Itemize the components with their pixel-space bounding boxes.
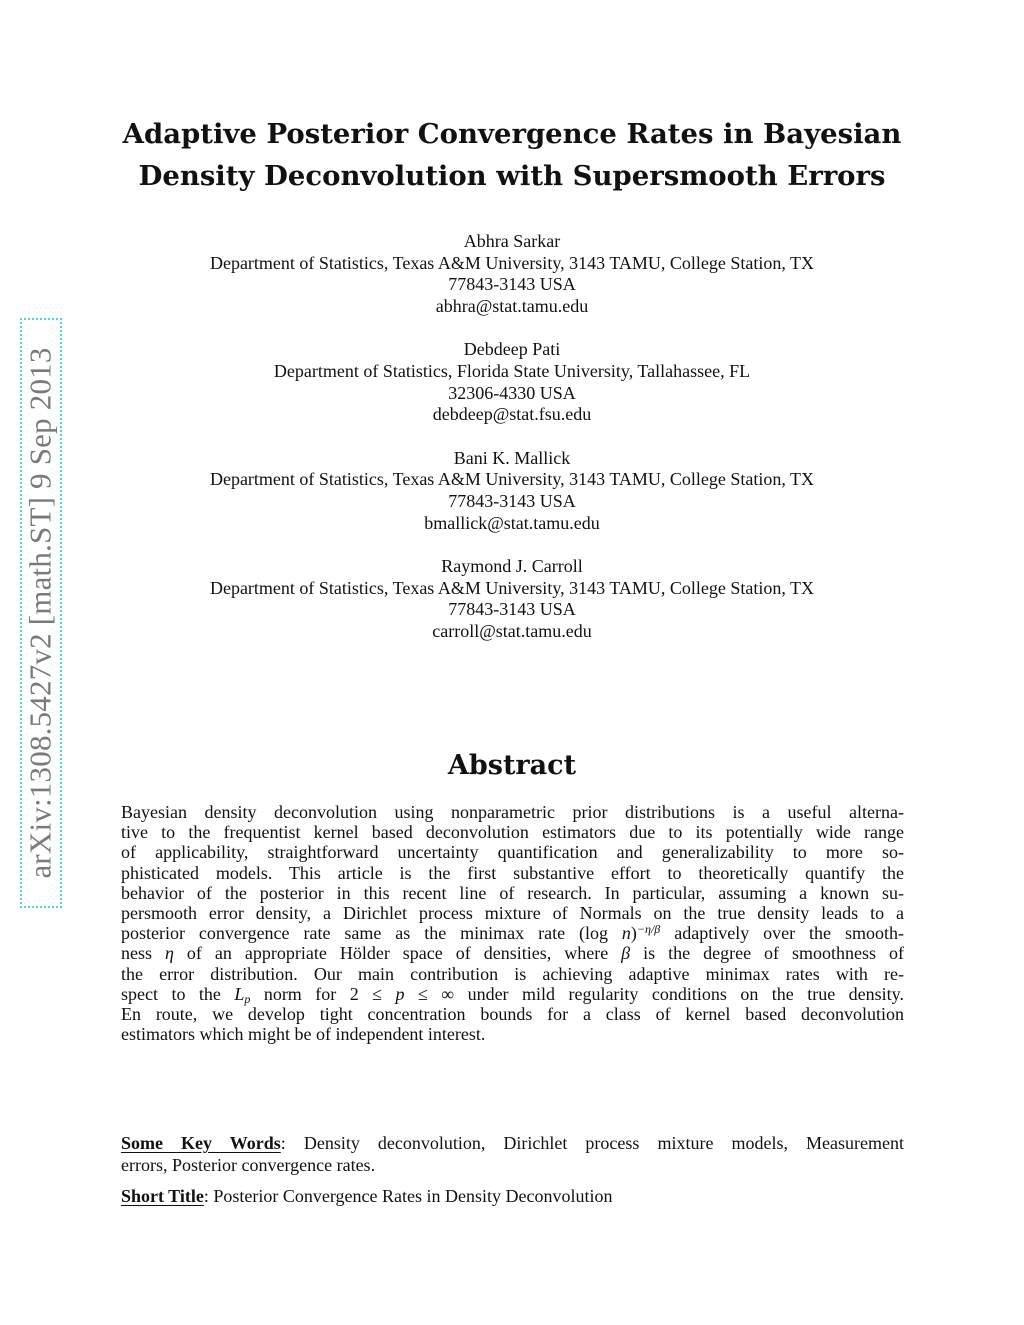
author-name: Debdeep Pati — [463, 339, 561, 360]
abstract-line: persmooth error density, a Dirichlet process mixture of Normals on the true density leads to a — [121, 903, 904, 924]
abstract-line: behavior of the posterior in this recent line of research. In particular, assuming a known su- — [121, 882, 904, 903]
short-title-label: Short Title — [121, 1186, 204, 1206]
abstract-line: ness η of an appropriate Hölder space of densities, where β is the degree of smoothness of — [121, 943, 905, 964]
abstract-line: tive to the frequentist kernel based deconvolution estimators due to its potentially wide range — [121, 822, 904, 843]
author-affiliation: Department of Statistics, Texas A&M University, 3143 TAMU, College Station, TX — [209, 469, 815, 490]
author-block — [110, 231, 914, 317]
abstract-line: posterior convergence rate same as the minimax rate (log n)$^{-\eta/\beta}$ adaptively over the smooth- — [121, 922, 904, 944]
key-words-line-1: Some Key Words: Density deconvolution, Dirichlet process mixture models, Measurement — [121, 1133, 905, 1153]
author-block — [110, 556, 914, 642]
abstract-line: of applicability, straightforward uncertainty quantification and generalizability to more so- — [121, 842, 904, 863]
author-name: Raymond J. Carroll — [441, 556, 583, 577]
author-name: Abhra Sarkar — [463, 231, 561, 251]
abstract-line: estimators which might be of independent interest. — [121, 1024, 486, 1045]
key-words-line-2: errors, Posterior convergence rates. — [121, 1155, 376, 1175]
abstract-body — [121, 802, 904, 1044]
key-words-label: Some Key Words — [121, 1133, 281, 1153]
abstract-line: phisticated models. This article is the first substantive effort to theoretically quantify the — [121, 862, 904, 883]
author-affiliation: Department of Statistics, Florida State University, Tallahassee, FL — [273, 360, 751, 381]
author-postal: 77843-3143 USA — [448, 599, 576, 620]
arxiv-identifier-stamp — [20, 318, 62, 908]
abstract-line: the error distribution. Our main contribution is achieving adaptive minimax rates with re- — [121, 963, 904, 984]
author-email: abhra@stat.tamu.edu — [435, 295, 589, 316]
author-block — [110, 448, 914, 534]
abstract-line: Bayesian density deconvolution using nonparametric prior distributions is a useful alterna- — [121, 802, 904, 822]
author-email: bmallick@stat.tamu.edu — [424, 512, 600, 533]
author-email: debdeep@stat.fsu.edu — [432, 404, 592, 425]
paper-title — [110, 113, 914, 197]
author-list — [110, 231, 914, 665]
author-postal: 77843-3143 USA — [448, 274, 576, 295]
abstract-line: spect to the $L_p$ norm for 2 ≤ p ≤ ∞ under mild regularity conditions on the true density. — [121, 983, 904, 1006]
abstract-line: En route, we develop tight concentration bounds for a class of kernel based deconvolution — [121, 1004, 904, 1025]
arxiv-identifier-text: arXiv:1308.5427v2 [math.ST] 9 Sep 2013 — [23, 347, 59, 879]
paper-title-line-1: Adaptive Posterior Convergence Rates in Bayesian — [122, 118, 902, 150]
short-title — [121, 1185, 904, 1207]
abstract-heading: Abstract — [447, 750, 577, 781]
author-email: carroll@stat.tamu.edu — [432, 620, 592, 641]
author-affiliation: Department of Statistics, Texas A&M University, 3143 TAMU, College Station, TX — [209, 577, 815, 598]
author-name: Bani K. Mallick — [453, 447, 571, 468]
author-affiliation: Department of Statistics, Texas A&M University, 3143 TAMU, College Station, TX — [209, 252, 815, 273]
paper-title-line-2: Density Deconvolution with Supersmooth Errors — [138, 160, 886, 192]
key-words — [121, 1132, 904, 1176]
short-title-text: : Posterior Convergence Rates in Density Deconvolution — [203, 1186, 613, 1206]
author-postal: 32306-4330 USA — [448, 382, 576, 403]
author-postal: 77843-3143 USA — [448, 490, 576, 511]
author-block — [110, 339, 914, 425]
